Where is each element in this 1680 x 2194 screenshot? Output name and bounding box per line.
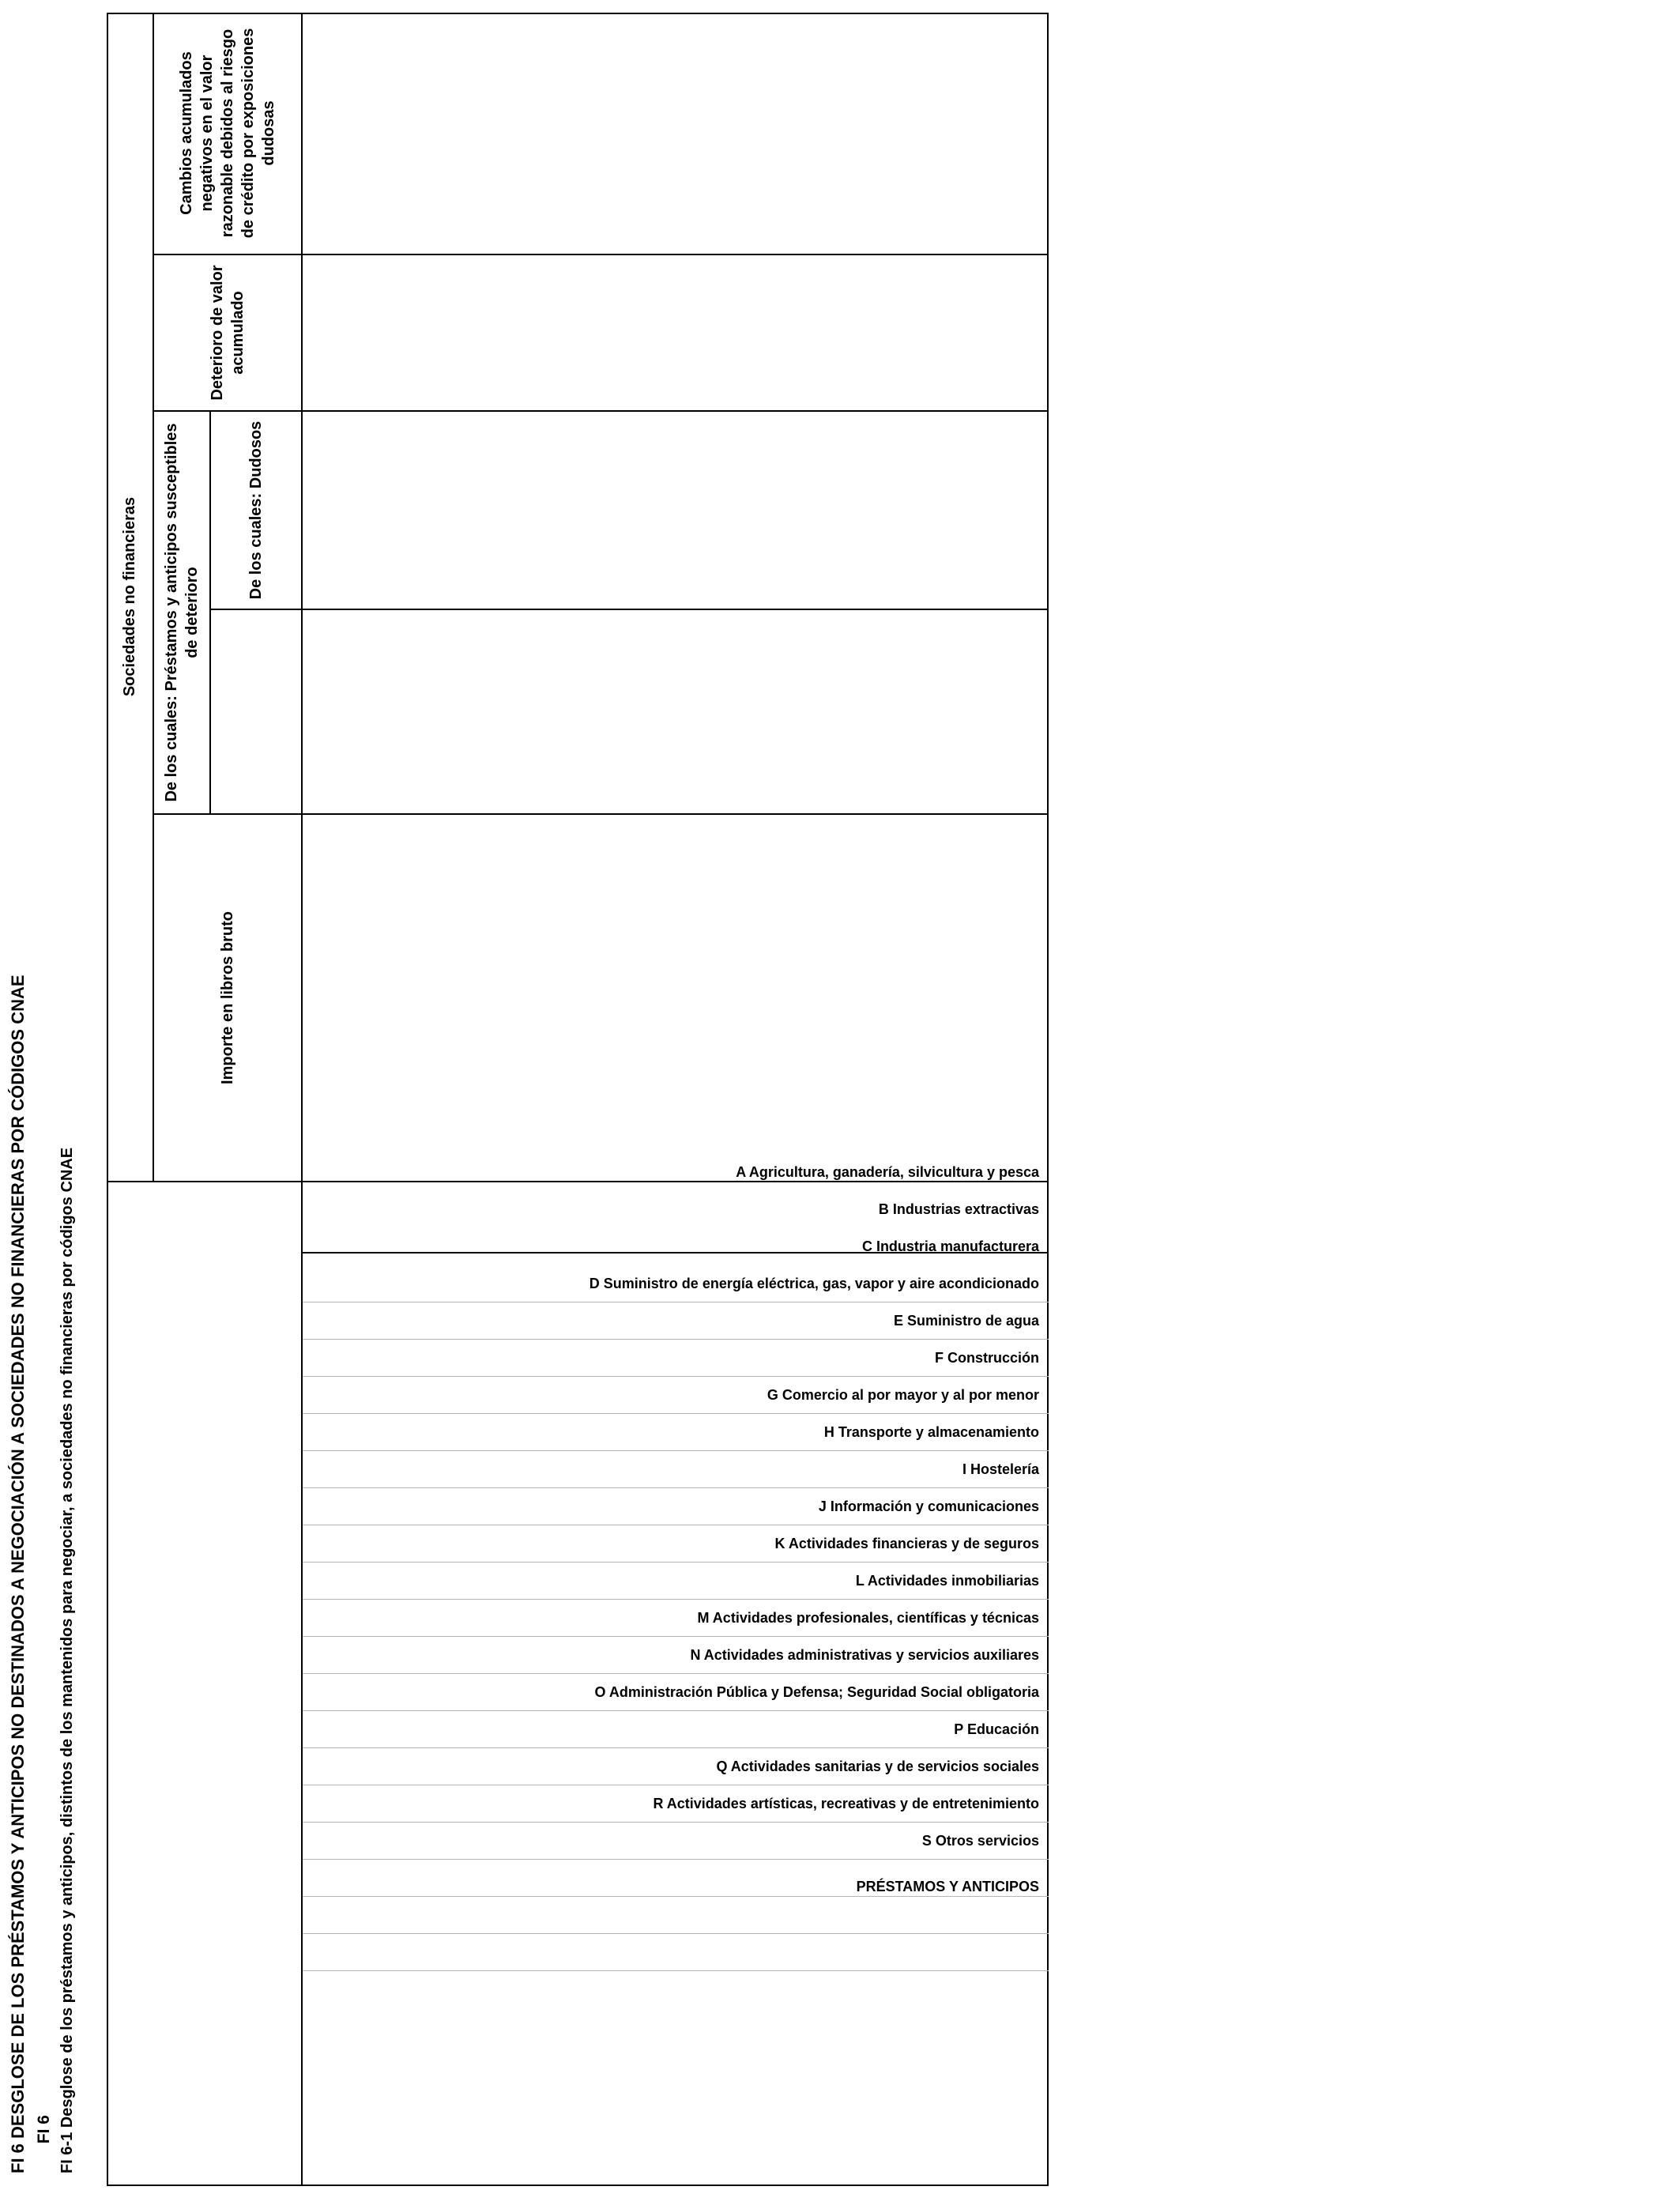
row-text: R Actividades artísticas, recreativas y de entretenimiento xyxy=(653,1796,1039,1811)
row-text: A Agricultura, ganadería, silvicultura y pesca xyxy=(736,1164,1039,1180)
row-text: M Actividades profesionales, científicas y técnicas xyxy=(697,1610,1039,1626)
row-text: F Construcción xyxy=(934,1350,1039,1366)
row-label-k xyxy=(303,1515,1049,1552)
row-label-c xyxy=(303,1218,1049,1255)
row-label-g xyxy=(303,1367,1049,1404)
row-text: Q Actividades sanitarias y de servicios sociales xyxy=(716,1759,1039,1774)
row-text: PRÉSTAMOS Y ANTICIPOS xyxy=(856,1879,1039,1894)
row-text: D Suministro de energía eléctrica, gas, vapor y aire acondicionado xyxy=(589,1276,1039,1291)
row-text: B Industrias extractivas xyxy=(878,1201,1039,1217)
row-text: C Industria manufacturera xyxy=(861,1238,1039,1254)
row-label-p xyxy=(303,1701,1049,1738)
row-label-q xyxy=(303,1738,1049,1775)
header-sociedades-no-financieras: Sociedades no financieras xyxy=(121,496,138,697)
header-deterioro-valor-acumulado: Deterioro de valor acumulado xyxy=(209,265,247,401)
row-text: I Hostelería xyxy=(962,1461,1039,1477)
row-label-o xyxy=(303,1664,1049,1701)
row-text: O Administración Pública y Defensa; Seguridad Social obligatoria xyxy=(594,1684,1039,1700)
cnae-breakdown-table xyxy=(107,13,1049,2186)
row-text: S Otros servicios xyxy=(921,1833,1039,1849)
row-text: H Transporte y almacenamiento xyxy=(823,1424,1039,1440)
row-text: E Suministro de agua xyxy=(893,1313,1039,1329)
row-rule xyxy=(303,1970,1049,1971)
header-prestamos-susceptibles-deterioro: De los cuales: Préstamos y anticipos susceptibles de deterioro xyxy=(163,423,201,802)
row-text: P Educación xyxy=(954,1721,1039,1737)
row-text: J Información y comunicaciones xyxy=(818,1498,1039,1514)
page-code: FI 6 xyxy=(35,2115,53,2144)
row-text: K Actividades financieras y de seguros xyxy=(774,1536,1039,1551)
row-label-f xyxy=(303,1329,1049,1367)
form-subtitle: FI 6-1 Desglose de los préstamos y anticipos, distintos de los mantenidos para negociar, a sociedades no financieras por códigos CNAE xyxy=(58,1147,76,2173)
row-label-d xyxy=(303,1255,1049,1292)
form-title: FI 6 DESGLOSE DE LOS PRÉSTAMOS Y ANTICIPOS NO DESTINADOS A NEGOCIACIÓN A SOCIEDADES NO FINANCIERAS POR CÓDIGOS CNAE xyxy=(8,974,28,2173)
row-label-h xyxy=(303,1404,1049,1441)
header-dudosos: De los cuales: Dudosos xyxy=(247,420,265,600)
row-label-l xyxy=(303,1552,1049,1589)
header-cambios-valor-razonable: Cambios acumulados negativos en el valor razonable debidos al riesgo de crédito por exposiciones dudosas xyxy=(178,28,277,239)
row-text: N Actividades administrativas y servicios auxiliares xyxy=(690,1647,1039,1663)
row-rule xyxy=(303,1896,1049,1897)
column-rule-2 xyxy=(209,609,1049,610)
row-text: L Actividades inmobiliarias xyxy=(855,1573,1039,1589)
row-label-r xyxy=(303,1775,1049,1812)
row-label-j xyxy=(303,1478,1049,1515)
row-label-s xyxy=(303,1812,1049,1849)
row-rule xyxy=(303,1933,1049,1934)
row-label-a xyxy=(303,1144,1049,1181)
row-label-b xyxy=(303,1181,1049,1218)
row-label-n xyxy=(303,1627,1049,1664)
row-label-i xyxy=(303,1441,1049,1478)
row-label-e xyxy=(303,1292,1049,1329)
header-importe-libros-bruto: Importe en libros bruto xyxy=(219,911,236,1084)
row-label-m xyxy=(303,1589,1049,1627)
row-label-total xyxy=(303,1858,1049,1895)
row-text: G Comercio al por mayor y al por menor xyxy=(767,1387,1039,1403)
